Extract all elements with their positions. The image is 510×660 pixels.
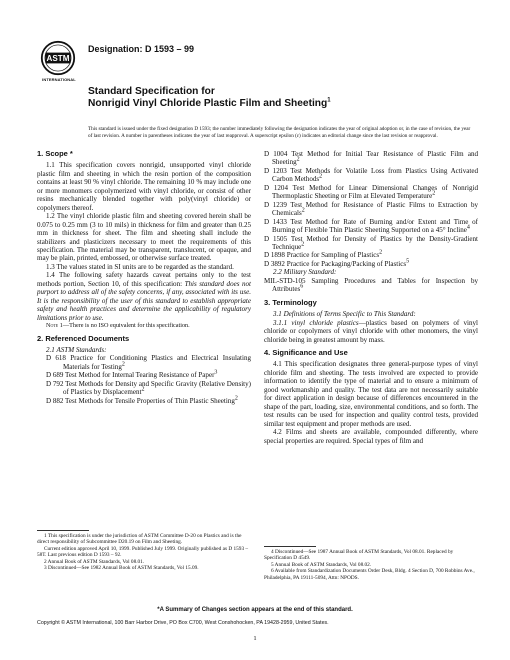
footnote-3: 3 Discontinued—See 1982 Annual Book of ASTM Standards, Vol 15.09. — [44, 565, 199, 572]
section-heading-terminology: 3. Terminology — [264, 297, 317, 307]
reference-d1004: D 1004 Test Method for Initial Tear Resistance of Plastic Film and Sheeting2 — [264, 150, 478, 167]
right-column — [264, 150, 478, 445]
summary-of-changes-note: *A Summary of Changes section appears at the end of this standard. — [157, 607, 353, 613]
reference-d1203: D 1203 Test Methods for Volatile Loss from Plastics Using Activated Carbon Methods2 — [264, 166, 478, 184]
reference-d3892: D 3892 Practice for Packaging/Packing of Plastics5 — [264, 258, 410, 268]
footnote-6: 6 Available from Standardization Documents Order Desk, Bldg. 4 Section D, 700 Robbins Ave., Philadelphia, PA 19111-5094, Attn: NPODS. — [264, 568, 475, 581]
reference-d792: D 792 Test Methods for Density and Specific Gravity (Relative Density) of Plastics by Displacement2 — [46, 379, 251, 397]
footnote-4: 4 Discontinued—See 1987 Annual Book of ASTM Standards, Vol 08.01. Replaced by Specification D 4549. — [264, 549, 454, 562]
paragraph-3-1: 3.1 Definitions of Terms Specific to This Standard: — [273, 310, 416, 319]
reference-d618: D 618 Practice for Conditioning Plastics and Electrical Insulating Materials for Testing2 — [46, 354, 251, 371]
footnotes-right — [264, 549, 478, 581]
paragraph-1-2: 1.2 The vinyl chloride plastic film and sheeting covered herein shall be 0.075 to 0.25 mm (3 to 10 mils) in thickness for film and greater than 0.25 mm in thickness for sheet. The film and sheeting shall include the stabilizers and plasticizers necessary to meet the requirements of this specification. The material may be transparent, translucent, or opaque, and may be plain, printed, embossed, or otherwise surface treated. — [37, 212, 251, 263]
footnote-divider-left — [37, 530, 89, 531]
paragraph-1-1: 1.1 This specification covers nonrigid, unsupported vinyl chloride plastic film and sheeting in which the resin portion of the composition contains at least 90 % vinyl chloride. The remaining 10 % may include one or more monomers copolymerized with vinyl chloride, or consist of other resins mechanically blended together with poly(vinyl chloride) or copolymers thereof. — [37, 161, 251, 212]
reference-d1505: D 1505 Test Method for Density of Plastics by the Density-Gradient Technique2 — [264, 234, 478, 251]
copyright-line: Copyright © ASTM International, 100 Barr Harbor Drive, PO Box C700, West Conshohocken, PA 19428-2959, United States. — [37, 620, 329, 626]
designation: Designation: D 1593 – 99 — [88, 44, 195, 54]
paragraph-1-3: 1.3 The values stated in SI units are to be regarded as the standard. — [46, 262, 234, 271]
note-1: Note 1—There is no ISO equivalent for this specification. — [46, 322, 190, 330]
reference-d1239: D 1239 Test Method for Resistance of Plastic Films to Extraction by Chemicals2 — [264, 200, 478, 218]
footnote-1-edition: Current edition approved April 10, 1999. Published July 1999. Originally published as D 1593 – 58T. Last previous edition D 1593 – 92. — [37, 545, 249, 559]
reference-d1433: D 1433 Test Method for Rate of Burning and/or Extent and Time of Burning of Flexible Thin Plastic Sheeting Supported on a 45° Incline4 — [264, 217, 478, 235]
page-number: 1 — [253, 635, 257, 642]
footnote-divider-right — [264, 546, 316, 547]
footnote-1: 1 This specification is under the jurisdiction of ASTM Committee D-20 on Plastics and is the direct responsibility of Subcommittee D20.19 on Film and Sheeting. — [37, 533, 242, 546]
paragraph-3-1-1: 3.1.1 vinyl chloride plastics—plastics based on polymers of vinyl chloride or copolymers of vinyl chloride with other monomers, the vinyl chloride being in greatest amount by mass. — [264, 318, 479, 344]
section-heading-significance: 4. Significance and Use — [264, 347, 348, 357]
reference-mil-std-105: MIL-STD-105 Sampling Procedures and Tables for Inspection by Attributes6 — [264, 276, 478, 294]
standard-title — [88, 86, 331, 110]
footnote-2: 2 Annual Book of ASTM Standards, Vol 08.01. — [44, 558, 145, 565]
reference-d1204: D 1204 Test Method for Linear Dimensional Changes of Nonrigid Thermoplastic Sheeting or Film at Elevated Temperature2 — [264, 183, 478, 201]
svg-text:ASTM: ASTM — [46, 54, 70, 64]
paragraph-4-1: 4.1 This specification designates three general-purpose types of vinyl chloride film and sheeting. The tests involved are expected to provide information to identify the type of material and to ensure a minimum of good workmanship and quality. The test data are not necessarily suitable for direct application in design because of differences encountered in the shape of the part, loading, size, environmental conditions, and so forth. The test results can be used for inspection and quality control tests, provided similar test equipment and proper methods are used. — [264, 360, 478, 428]
reference-d882: D 882 Test Methods for Tensile Properties of Thin Plastic Sheeting2 — [46, 395, 238, 405]
reference-d689: D 689 Test Method for Internal Tearing Resistance of Paper3 — [46, 370, 218, 380]
paragraph-2-1: 2.1 ASTM Standards: — [46, 346, 107, 355]
title-line-1: Standard Specification for — [88, 86, 215, 97]
paragraph-1-4: 1.4 The following safety hazards caveat pertains only to the test methods portion, Section 10, of this specification: This standard does not purport to address all of the safety concerns, if any, associated with its use. It is the responsibility of the user of this standard to establish appropriate safety and health practices and determine the applicability of regulatory limitations prior to use. — [37, 271, 251, 322]
footnotes-left — [37, 533, 251, 571]
title-line-2: Nonrigid Vinyl Chloride Plastic Film and Sheeting$^1$ — [88, 97, 331, 109]
left-column — [37, 150, 251, 405]
reference-d1898: D 1898 Practice for Sampling of Plastics2 — [264, 250, 383, 260]
issuance-note: This standard is issued under the fixed designation D 1593; the number immediately following the designation indicates the year of original adoption or, in the case of revision, the year of last revision. A number in parentheses indicates the year of last reapproval. A superscript epsilon (ε) indicates an editorial change since the last revision or reapproval. — [88, 126, 471, 139]
paragraph-4-2: 4.2 Films and sheets are available, compounded differently, where special properties are required. Special types of film and — [264, 428, 478, 445]
footnote-5: 5 Annual Book of ASTM Standards, Vol 08.02. — [271, 561, 372, 568]
logo-subtitle: INTERNATIONAL — [42, 77, 76, 82]
paragraph-2-2: 2.2 Military Standard: — [273, 268, 337, 277]
astm-logo — [40, 40, 76, 76]
section-heading-scope: 1. Scope * — [37, 149, 73, 158]
section-heading-referenced-documents: 2. Referenced Documents — [37, 333, 130, 343]
